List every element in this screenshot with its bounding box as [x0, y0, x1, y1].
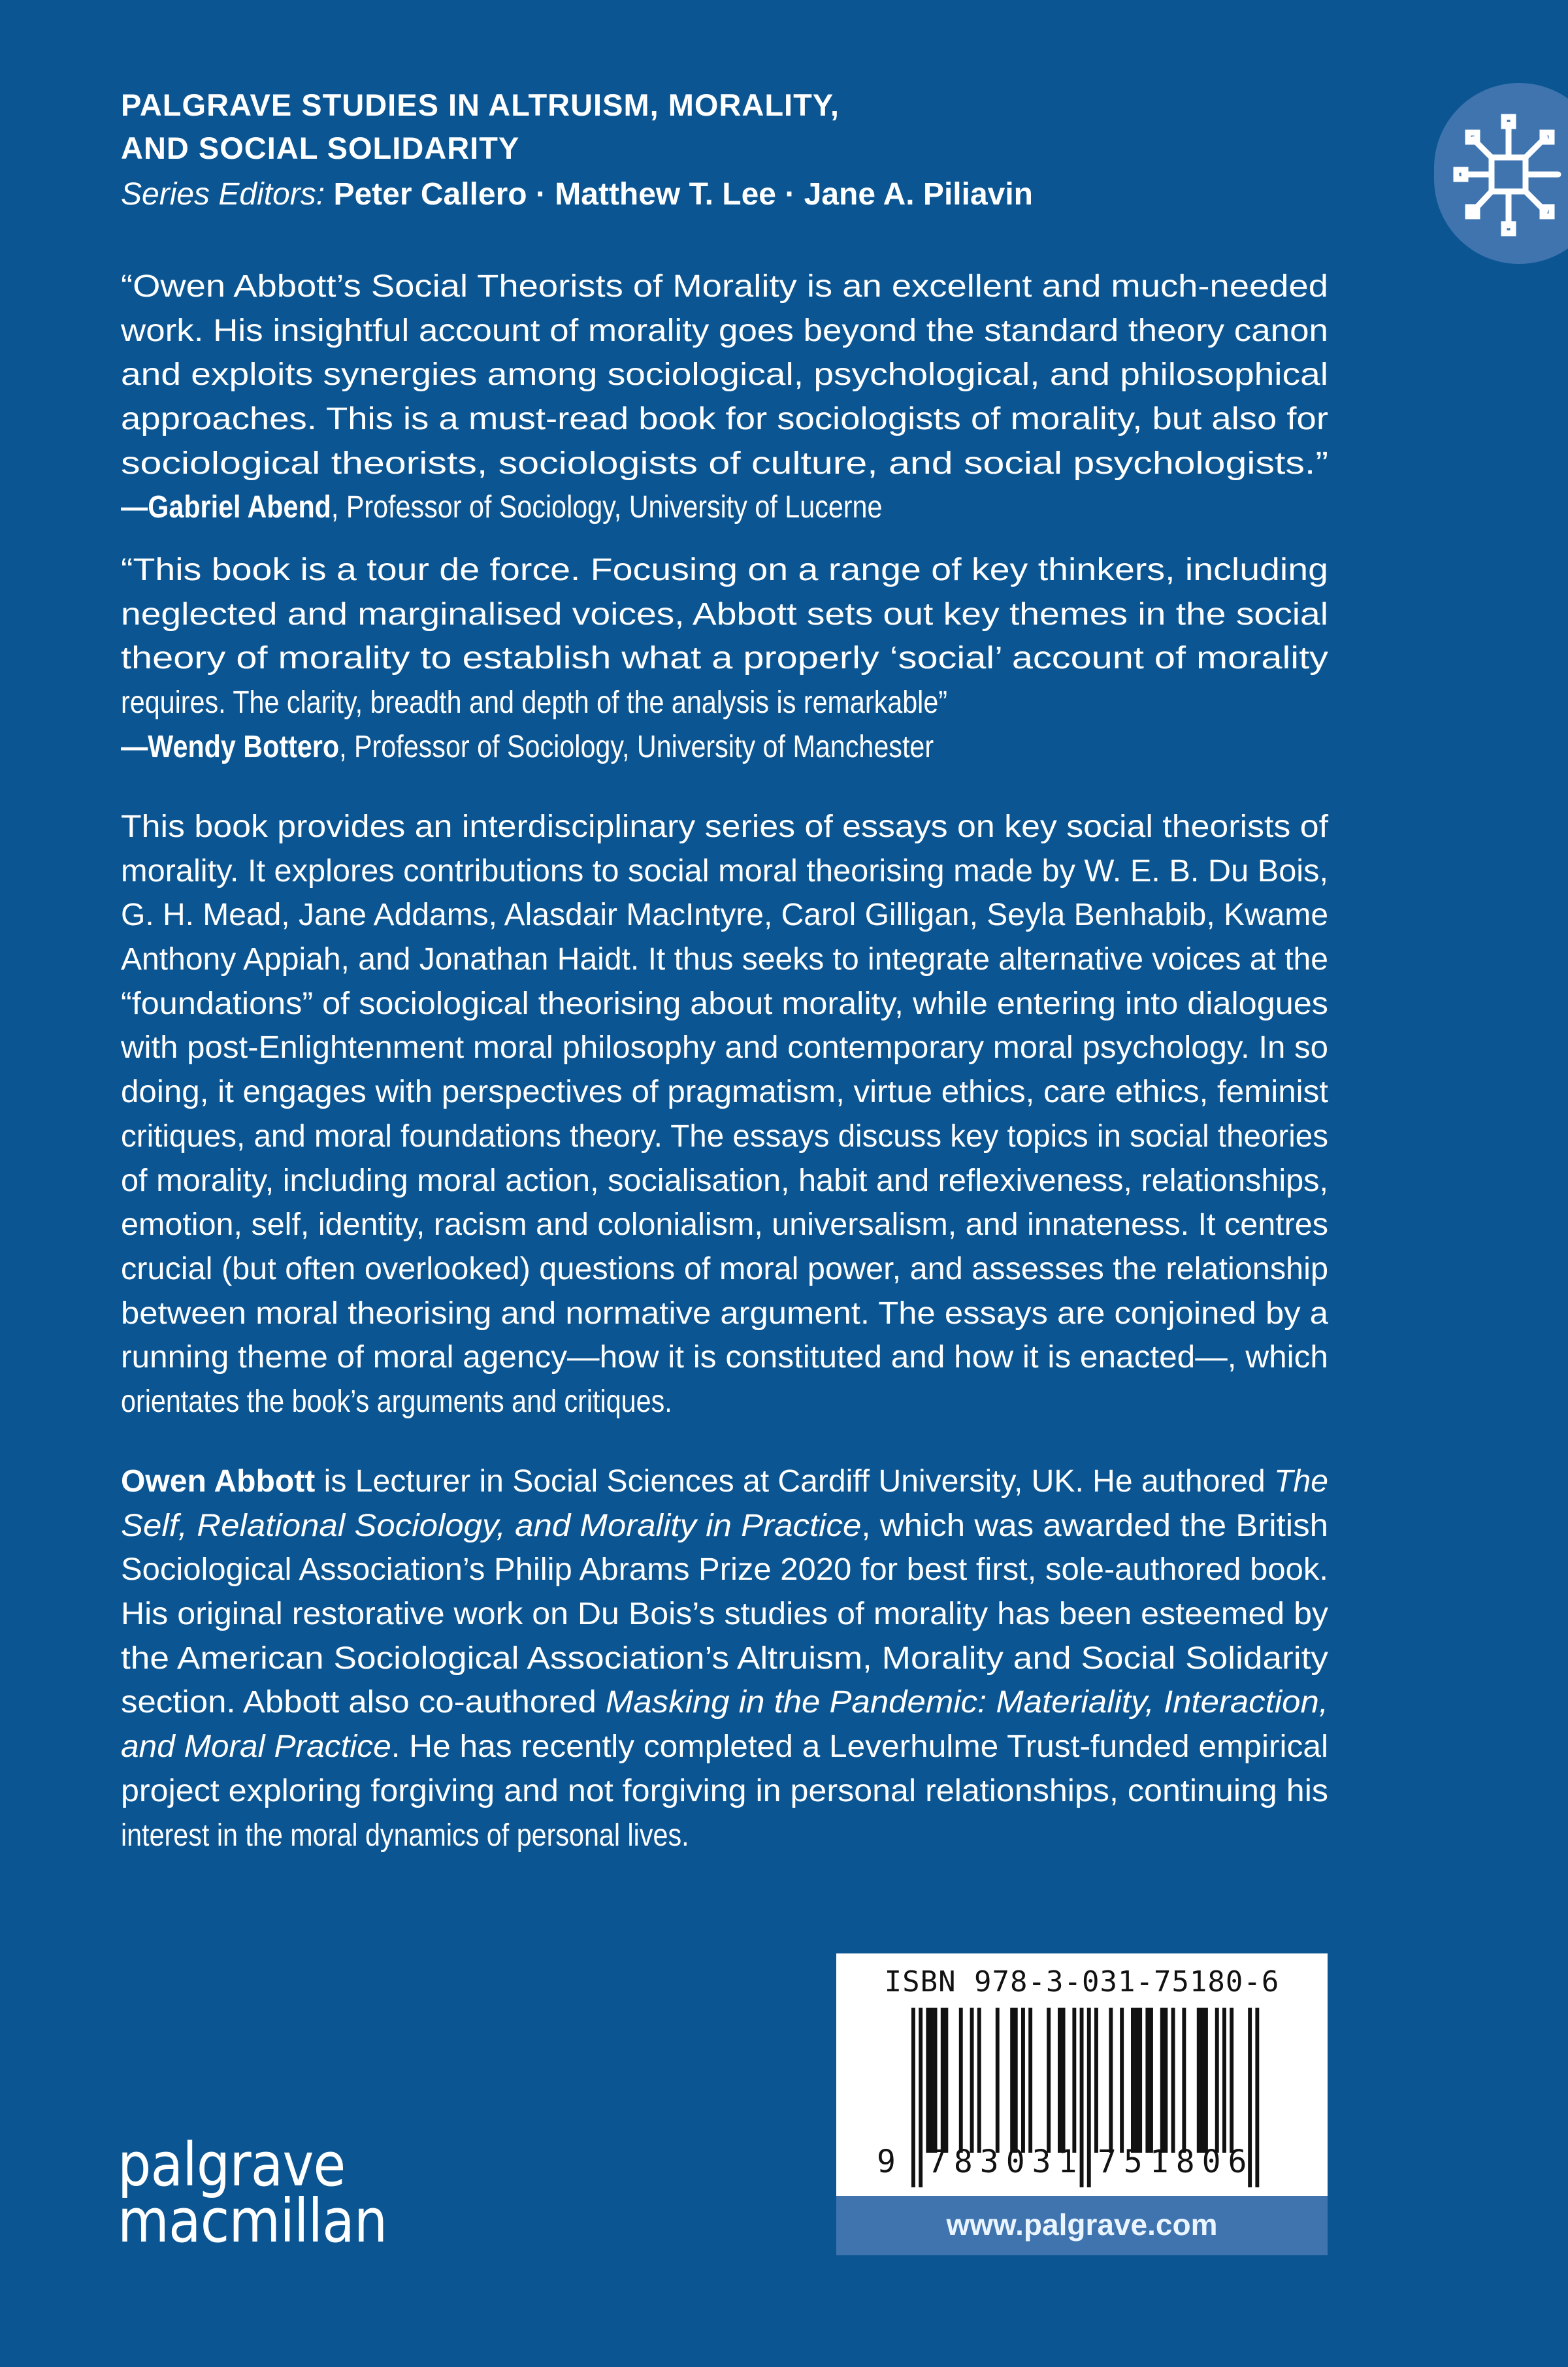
text-segment: crucial (but often overlooked) questions of moral power, and assesses the relationship	[121, 1251, 1329, 1286]
description-line	[121, 938, 1328, 982]
bio-line	[121, 1769, 1328, 1814]
barcode-bar	[941, 2008, 945, 2153]
barcode-digit-first: 9	[877, 2144, 896, 2180]
bold-text: —Gabriel Abend	[121, 490, 331, 525]
text-segment: “Owen Abbott’s Social Theorists of Morality is an excellent and much-needed	[121, 269, 1329, 304]
text-segment: and exploits synergies among sociological, psychological, and philosophical	[121, 357, 1328, 393]
text-segment: theory of morality to establish what a properly ‘social’ account of morality	[121, 641, 1328, 676]
description-line	[121, 1335, 1328, 1380]
description-line	[121, 1203, 1328, 1247]
barcode-bar	[926, 2008, 930, 2153]
barcode-bar	[1145, 2008, 1149, 2153]
series-title	[121, 84, 840, 170]
quote-line	[121, 397, 1328, 442]
bio-line	[121, 1592, 1328, 1637]
text-segment: between moral theorising and normative argument. The essays are conjoined by a	[121, 1296, 1328, 1331]
text-segment: , which was awarded the British	[861, 1508, 1328, 1543]
barcode-bar	[1062, 2008, 1066, 2153]
description-line	[121, 893, 1328, 938]
barcode-bar	[944, 2008, 948, 2153]
description-line	[121, 1115, 1328, 1159]
description-line-text	[121, 938, 1328, 982]
description-line	[121, 1159, 1328, 1203]
description-line-text	[121, 805, 1328, 849]
barcode-bar	[1131, 2008, 1135, 2153]
barcode-digits-right: 751806	[1098, 2144, 1254, 2180]
description-line	[121, 1247, 1328, 1292]
quote-line	[121, 681, 1328, 725]
description-line-text	[121, 1026, 1328, 1070]
description-line-text	[121, 893, 1328, 938]
description-line	[121, 1380, 1328, 1424]
barcode-bar	[1222, 2008, 1226, 2153]
publisher-url[interactable]: www.palgrave.com	[836, 2196, 1328, 2255]
quote-attribution	[121, 485, 1328, 530]
palgrave-macmillan-logo	[118, 2130, 424, 2256]
text-segment: with post-Enlightenment moral philosophy and contemporary moral psychology. In so	[121, 1030, 1328, 1066]
description-line-text	[121, 1247, 1328, 1292]
barcode-bar	[919, 2008, 923, 2187]
italic-text: and Moral Practice	[121, 1729, 391, 1765]
quote-attribution-text	[121, 725, 934, 770]
text-segment: sociological theorists, sociologists of culture, and social psychologists.”	[121, 446, 1329, 481]
text-segment: “foundations” of sociological theorising about morality, while entering into dialogues	[121, 986, 1329, 1021]
quote-line-text	[121, 442, 1328, 486]
quote-line	[121, 309, 1328, 353]
bio-line-text	[121, 1548, 1328, 1592]
barcode-bar	[1200, 2008, 1204, 2153]
barcode-bar	[1164, 2008, 1168, 2153]
description-line	[121, 1070, 1328, 1115]
barcode-bar	[977, 2008, 981, 2153]
barcode-bar	[1087, 2008, 1091, 2187]
description-line-text	[121, 982, 1328, 1026]
quote-line	[121, 265, 1328, 309]
text-segment: doing, it engages with perspectives of pragmatism, virtue ethics, care ethics, feminist	[121, 1075, 1328, 1110]
bold-text: —Wendy Bottero	[121, 729, 340, 764]
bio-line	[121, 1460, 1328, 1504]
text-segment: Anthony Appiah, and Jonathan Haidt. It thus seeks to integrate alternative voices at the	[121, 942, 1328, 977]
text-segment: approaches. This is a must-read book for sociologists of morality, but also for	[121, 402, 1329, 437]
bio-line-text	[121, 1680, 1328, 1725]
series-editors-label: Series Editors:	[121, 177, 325, 212]
quote-line-text	[121, 681, 947, 725]
quote-line-text	[121, 397, 1328, 442]
description-line-text	[121, 1115, 1328, 1159]
quote-line-text	[121, 548, 1328, 593]
bio-line-text	[121, 1769, 1328, 1814]
series-title-line-2: AND SOCIAL SOLIDARITY	[121, 131, 520, 165]
text-segment: “This book is a tour de force. Focusing on a range of key thinkers, including	[121, 553, 1328, 587]
barcode-bar	[1197, 2008, 1201, 2153]
description-line-text	[121, 1380, 672, 1424]
quote-attribution	[121, 725, 1328, 770]
text-segment: Sociological Association’s Philip Abrams Prize 2020 for best first, sole-authored book.	[121, 1552, 1328, 1588]
bio-line	[121, 1637, 1328, 1681]
barcode-bar	[1028, 2008, 1032, 2153]
text-segment: work. His insightful account of morality goes beyond the standard theory canon	[121, 313, 1328, 348]
barcode-bar	[970, 2008, 974, 2153]
barcode-bar	[930, 2008, 934, 2153]
logo-line-palgrave: palgrave	[118, 2130, 346, 2200]
bio-line	[121, 1548, 1328, 1592]
barcode-bar	[1182, 2008, 1186, 2153]
bold-text: Owen Abbott	[121, 1464, 316, 1499]
bio-line-text	[121, 1637, 1328, 1681]
text-segment: interest in the moral dynamics of personal lives.	[121, 1818, 689, 1853]
quote-line	[121, 442, 1328, 486]
quote-line	[121, 353, 1328, 397]
description-line	[121, 1026, 1328, 1070]
book-description	[121, 805, 1328, 1424]
description-line	[121, 982, 1328, 1026]
bio-line	[121, 1504, 1328, 1548]
isbn-barcode-box	[836, 1953, 1328, 2255]
barcode-bar	[1094, 2008, 1098, 2153]
bio-line	[121, 1814, 1328, 1858]
barcode-digits-left: 783031	[928, 2144, 1085, 2180]
description-line-text	[121, 1159, 1328, 1203]
description-line	[121, 805, 1328, 849]
bio-line-text	[121, 1504, 1328, 1548]
barcode-bar	[1014, 2008, 1018, 2153]
description-line-text	[121, 1335, 1328, 1380]
description-line	[121, 1292, 1328, 1336]
endorsement-quote-1	[121, 265, 1328, 530]
barcode-bar	[1120, 2008, 1124, 2153]
quote-attribution-text	[121, 485, 882, 530]
quote-line-text	[121, 636, 1328, 681]
barcode-bar	[1255, 2008, 1259, 2187]
text-segment: neglected and marginalised voices, Abbott sets out key themes in the social	[121, 596, 1329, 632]
text-segment: This book provides an interdisciplinary series of essays on key social theorists of	[121, 809, 1328, 844]
quote-line-text	[121, 593, 1328, 637]
description-line-text	[121, 1292, 1328, 1336]
text-segment: morality. It explores contributions to social moral theorising made by W. E. B. Du Bois,	[121, 853, 1329, 889]
text-segment: the American Sociological Association’s Altruism, Morality and Social Solidarity	[121, 1641, 1328, 1676]
quote-line-text	[121, 353, 1328, 397]
barcode-bar	[1010, 2008, 1014, 2153]
barcode-bar	[1072, 2008, 1076, 2153]
text-segment: requires. The clarity, breadth and depth of the analysis is remarkable”	[121, 685, 948, 721]
barcode-bar	[934, 2008, 938, 2153]
text-segment: section. Abbott also co-authored	[121, 1685, 606, 1720]
series-title-line-1: PALGRAVE STUDIES IN ALTRUISM, MORALITY,	[121, 88, 840, 122]
text-segment: . He has recently completed a Leverhulme Trust-funded empirical	[391, 1729, 1328, 1765]
author-bio	[121, 1460, 1328, 1857]
text-segment: project exploring forgiving and not forgiving in personal relationships, continuing his	[121, 1773, 1328, 1808]
barcode-bar	[1171, 2008, 1175, 2153]
barcode-bar	[1149, 2008, 1153, 2153]
text-segment: orientates the book’s arguments and critiques.	[121, 1384, 672, 1419]
barcode-bar	[1021, 2008, 1025, 2153]
description-line-text	[121, 849, 1328, 894]
series-icon-tab	[1434, 83, 1568, 264]
text-segment: , Professor of Sociology, University of Lucerne	[331, 490, 883, 525]
barcode-bar	[1109, 2008, 1113, 2153]
barcode-bar	[996, 2008, 1000, 2153]
italic-text: The	[1274, 1464, 1328, 1499]
barcode-bar	[1230, 2008, 1233, 2153]
text-segment: His original restorative work on Du Bois’s studies of morality has been esteemed by	[121, 1597, 1328, 1632]
series-editors-names: Peter Callero · Matthew T. Lee · Jane A. Piliavin	[333, 177, 1033, 212]
text-segment: emotion, self, identity, racism and colonialism, universalism, and innateness. It centres	[121, 1207, 1328, 1243]
text-segment: G. H. Mead, Jane Addams, Alasdair MacIntyre, Carol Gilligan, Seyla Benhabib, Kwame	[121, 898, 1328, 933]
description-line	[121, 849, 1328, 894]
barcode-bar	[1138, 2008, 1142, 2153]
barcode-bar	[1135, 2008, 1139, 2153]
text-segment: critiques, and moral foundations theory. The essays discuss key topics in social theories	[121, 1118, 1328, 1154]
italic-text: Self, Relational Sociology, and Morality in Practice	[121, 1508, 862, 1543]
barcode-bar	[1160, 2008, 1164, 2153]
bio-line-text	[121, 1592, 1328, 1637]
bio-line-text	[121, 1725, 1328, 1769]
endorsement-quote-2	[121, 548, 1328, 769]
text-segment: of morality, including moral action, socialisation, habit and reflexiveness, relationships,	[121, 1163, 1328, 1198]
description-line-text	[121, 1203, 1328, 1247]
barcode-bar	[1215, 2008, 1219, 2153]
description-line-text	[121, 1070, 1328, 1115]
barcode-bar	[911, 2008, 915, 2187]
bio-line	[121, 1725, 1328, 1769]
italic-text: Masking in the Pandemic: Materiality, Interaction,	[605, 1685, 1328, 1720]
bio-line	[121, 1680, 1328, 1725]
bio-line-text	[121, 1460, 1328, 1504]
barcode-bar	[959, 2008, 963, 2153]
series-editors	[121, 174, 1033, 216]
text-segment: , Professor of Sociology, University of Manchester	[339, 729, 934, 764]
text-segment: running theme of moral agency—how it is constituted and how it is enacted—, which	[121, 1340, 1328, 1375]
quote-line-text	[121, 265, 1328, 309]
barcode-bar	[1058, 2008, 1062, 2153]
text-segment: is Lecturer in Social Sciences at Cardiff University, UK. He authored	[315, 1464, 1275, 1499]
bio-line-text	[121, 1814, 689, 1858]
barcode-bar	[1047, 2008, 1051, 2153]
network-node-icon	[1434, 83, 1565, 264]
isbn-label: ISBN 978-3-031-75180-6	[884, 1965, 1280, 1999]
barcode-bar	[1204, 2008, 1208, 2153]
quote-line-text	[121, 309, 1328, 353]
logo-line-macmillan: macmillan	[118, 2186, 387, 2256]
quote-line	[121, 636, 1328, 681]
quote-line	[121, 593, 1328, 637]
quote-line	[121, 548, 1328, 593]
